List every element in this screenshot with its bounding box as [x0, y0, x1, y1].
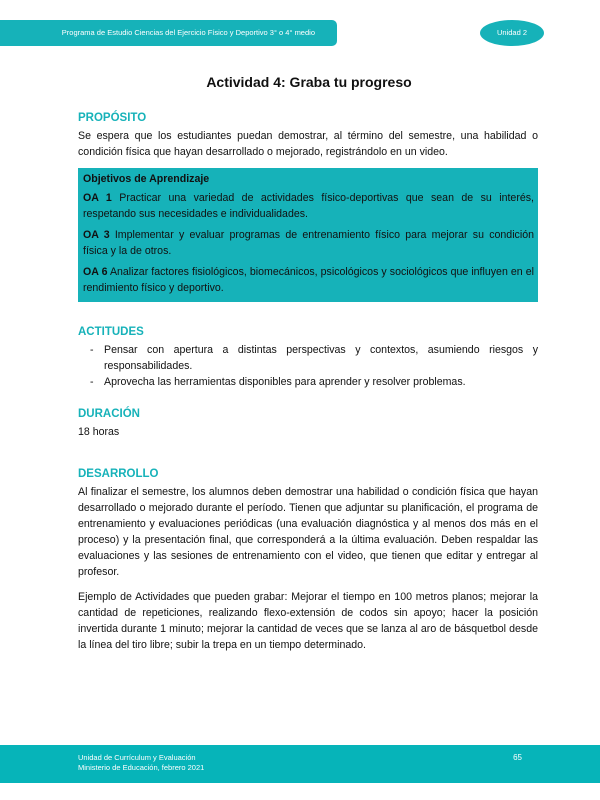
duracion-text: 18 horas: [78, 426, 120, 438]
oa-text: Analizar factores fisiológicos, biomecánicos, psicológicos y sociológicos que influyen en el rendimiento físico y deportivo.: [83, 266, 534, 294]
actitudes-heading: ACTITUDES: [78, 326, 144, 338]
oa-code: OA 3: [83, 229, 110, 241]
oa-text: Implementar y evaluar programas de entrenamiento físico para mejorar su condición física y la de otros.: [83, 229, 534, 257]
desarrollo-heading: DESARROLLO: [78, 468, 159, 480]
proposito-text: Se espera que los estudiantes puedan demostrar, al término del semestre, una habilidad o condición física que hayan desarrollado o mejorado, registrándolo en un video.: [78, 130, 538, 158]
oa-item: [83, 227, 534, 259]
objetivos-box: [78, 168, 538, 302]
list-item: - Pensar con apertura a distintas perspectivas y contextos, asumiendo riesgos y responsabilidades.: [90, 342, 538, 374]
actitudes-list: [78, 342, 538, 390]
ejemplo-paragraph: [78, 589, 538, 653]
footer-line2: Ministerio de Educación, febrero 2021: [78, 763, 205, 772]
oa-code: OA 6: [83, 266, 108, 278]
oa-text: Practicar una variedad de actividades físico-deportivas que sean de su interés, respetando sus necesidades e individualidades.: [83, 192, 534, 220]
page-number: 65: [513, 753, 522, 762]
unit-badge: Unidad 2: [480, 20, 544, 46]
page-footer: [0, 745, 600, 783]
oa-code: OA 1: [83, 192, 112, 204]
objetivos-heading: Objetivos de Aprendizaje: [83, 173, 210, 185]
ejemplo-text: Mejorar el tiempo en 100 metros planos; mejorar la cantidad de repeticiones, realizando flexo-extensión de codos sin apoyo; hacer la posición invertida durante 1 minuto; mejorar la cantidad de veces que se lanza al aro de básquetbol desde la línea del tiro libre; subir la trepa en un tiempo determinado.: [78, 591, 538, 651]
oa-item: [83, 190, 534, 222]
program-header: Programa de Estudio Ciencias del Ejercicio Físico y Deportivo 3° o 4° medio: [0, 20, 337, 46]
duracion-heading: DURACIÓN: [78, 408, 140, 420]
document-body: [78, 110, 538, 653]
footer-line1: Unidad de Currículum y Evaluación: [78, 753, 196, 762]
proposito-heading: PROPÓSITO: [78, 112, 147, 124]
page-title: Actividad 4: Graba tu progreso: [206, 74, 412, 90]
desarrollo-paragraph: Al finalizar el semestre, los alumnos deben demostrar una habilidad o condición física que hayan desarrollado o mejorado durante el período. Tienen que adjuntar su planificación, el programa de entrenamiento y evaluaciones periódicas (una evaluación diagnóstica y al menos dos más en el proceso) y la presentación final, que corresponderá a la última evaluación. Deben respaldar las evaluaciones y las sesiones de entrenamiento con el video, que tienen que editar y entregar al profesor.: [78, 486, 538, 578]
ejemplo-lead: Ejemplo de Actividades que pueden grabar:: [78, 591, 288, 603]
list-item: - Aprovecha las herramientas disponibles para aprender y resolver problemas.: [90, 374, 538, 390]
oa-item: [83, 264, 534, 296]
